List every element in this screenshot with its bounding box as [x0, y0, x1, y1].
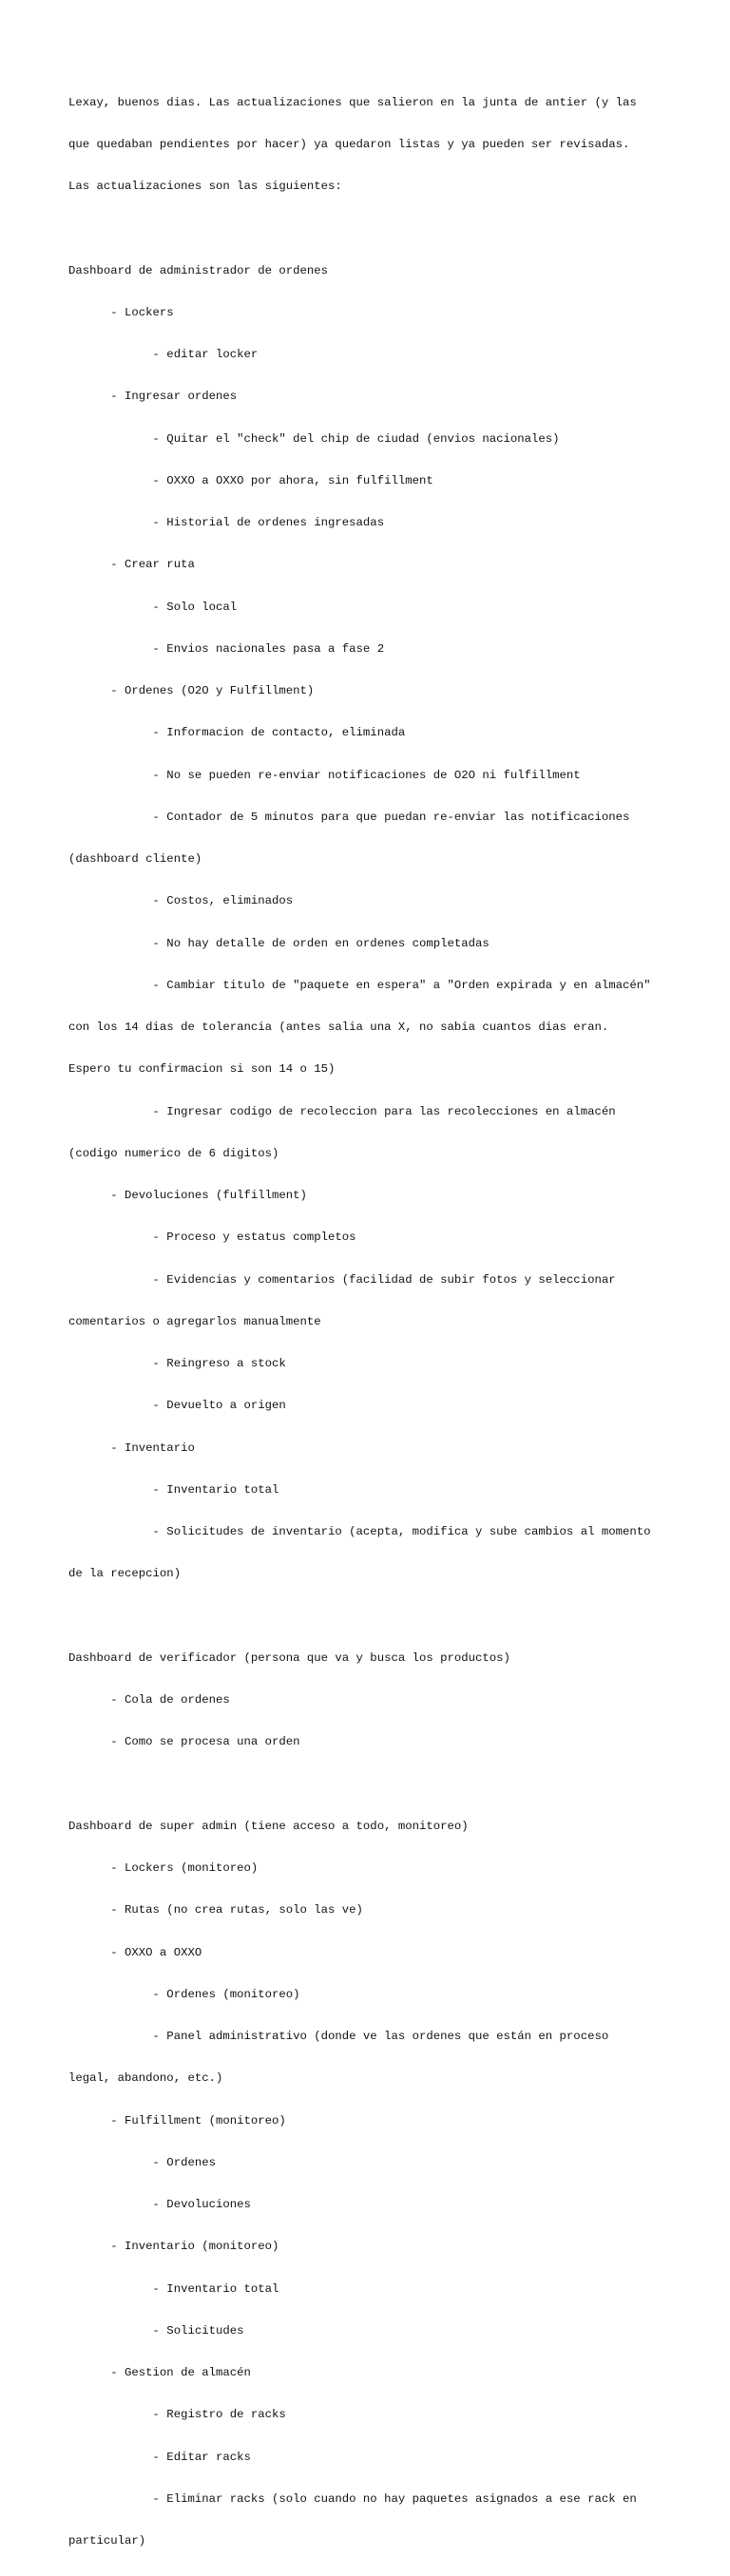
- sub-list-item: - Costos, eliminados: [68, 894, 294, 908]
- sub-list-item: - No hay detalle de orden en ordenes completadas: [68, 936, 490, 950]
- list-item: - Ordenes (O2O y Fulfillment): [68, 684, 315, 697]
- text-line: Espero tu confirmacion si son 14 o 15): [68, 1062, 336, 1077]
- list-item: - OXXO a OXXO: [68, 1945, 202, 1959]
- sub-list-item: - Ingresar codigo de recoleccion para las recolecciones en almacén: [68, 1104, 616, 1118]
- sub-list-item: - Informacion de contacto, eliminada: [68, 726, 406, 740]
- sub-list-item: - Contador de 5 minutos para que puedan re-enviar las notificaciones: [68, 810, 630, 824]
- text-line: que quedaban pendientes por hacer) ya quedaron listas y ya pueden ser revisadas.: [68, 137, 630, 151]
- list-item: - Inventario (monitoreo): [68, 2240, 279, 2254]
- blank-line: [68, 1610, 677, 1624]
- list-item: - Crear ruta: [68, 558, 195, 572]
- text-line: particular): [68, 2534, 146, 2547]
- text-line: legal, abandono, etc.): [68, 2071, 223, 2086]
- list-item: - Fulfillment (monitoreo): [68, 2113, 286, 2128]
- sub-list-item: - Quitar el "check" del chip de ciudad (envios nacionales): [68, 431, 560, 446]
- list-item: - Devoluciones (fulfillment): [68, 1189, 307, 1202]
- sub-list-item: - Eliminar racks (solo cuando no hay paquetes asignados a ese rack en: [68, 2491, 637, 2506]
- sub-list-item: - Editar racks: [68, 2450, 251, 2464]
- sub-list-item: - Historial de ordenes ingresadas: [68, 516, 385, 529]
- sub-list-item: - OXXO a OXXO por ahora, sin fulfillment: [68, 473, 433, 487]
- sub-list-item: - Inventario total: [68, 2281, 279, 2296]
- sub-list-item: - Inventario total: [68, 1482, 279, 1497]
- sub-list-item: - Cambiar titulo de "paquete en espera" a "Orden expirada y en almacén": [68, 978, 651, 992]
- sub-list-item: - Proceso y estatus completos: [68, 1231, 356, 1245]
- list-item: - Cola de ordenes: [68, 1693, 230, 1707]
- list-item: - Ingresar ordenes: [68, 390, 238, 404]
- list-item: - Gestion de almacén: [68, 2366, 251, 2379]
- sub-list-item: - Solicitudes de inventario (acepta, modifica y sube cambios al momento: [68, 1525, 651, 1538]
- list-item: - Rutas (no crea rutas, solo las ve): [68, 1903, 363, 1918]
- list-item: - Como se procesa una orden: [68, 1735, 300, 1749]
- sub-list-item: - Reingreso a stock: [68, 1357, 286, 1370]
- text-line: Lexay, buenos dias. Las actualizaciones que salieron en la junta de antier (y las: [68, 95, 637, 109]
- sub-list-item: - Devuelto a origen: [68, 1399, 286, 1413]
- blank-line: [68, 221, 677, 236]
- sub-list-item: - Solicitudes: [68, 2323, 244, 2337]
- sub-list-item: - editar locker: [68, 348, 259, 361]
- text-line: (codigo numerico de 6 digitos): [68, 1146, 279, 1160]
- text-line: de la recepcion): [68, 1567, 182, 1581]
- list-item: - Lockers: [68, 305, 174, 319]
- section-heading: Dashboard de super admin (tiene acceso a todo, monitoreo): [68, 1819, 469, 1833]
- sub-list-item: - Ordenes (monitoreo): [68, 1987, 300, 2001]
- text-line: Las actualizaciones son las siguientes:: [68, 180, 342, 193]
- document-body: [68, 67, 677, 2576]
- sub-list-item: - No se pueden re-enviar notificaciones de O2O ni fulfillment: [68, 768, 581, 782]
- section-heading: Dashboard de verificador (persona que va y busca los productos): [68, 1651, 510, 1665]
- blank-line: [68, 1778, 677, 1792]
- sub-list-item: - Devoluciones: [68, 2198, 251, 2211]
- text-line: comentarios o agregarlos manualmente: [68, 1314, 321, 1328]
- section-heading: Dashboard de administrador de ordenes: [68, 263, 329, 277]
- sub-list-item: - Envios nacionales pasa a fase 2: [68, 641, 385, 656]
- sub-list-item: - Ordenes: [68, 2155, 216, 2169]
- list-item: - Lockers (monitoreo): [68, 1861, 259, 1875]
- sub-list-item: - Evidencias y comentarios (facilidad de subir fotos y seleccionar: [68, 1272, 616, 1287]
- text-line: (dashboard cliente): [68, 852, 202, 866]
- sub-list-item: - Registro de racks: [68, 2408, 286, 2422]
- sub-list-item: - Panel administrativo (donde ve las ordenes que están en proceso: [68, 2030, 609, 2043]
- list-item: - Inventario: [68, 1441, 195, 1455]
- text-line: con los 14 dias de tolerancia (antes salia una X, no sabia cuantos dias eran.: [68, 1021, 609, 1034]
- sub-list-item: - Solo local: [68, 600, 238, 614]
